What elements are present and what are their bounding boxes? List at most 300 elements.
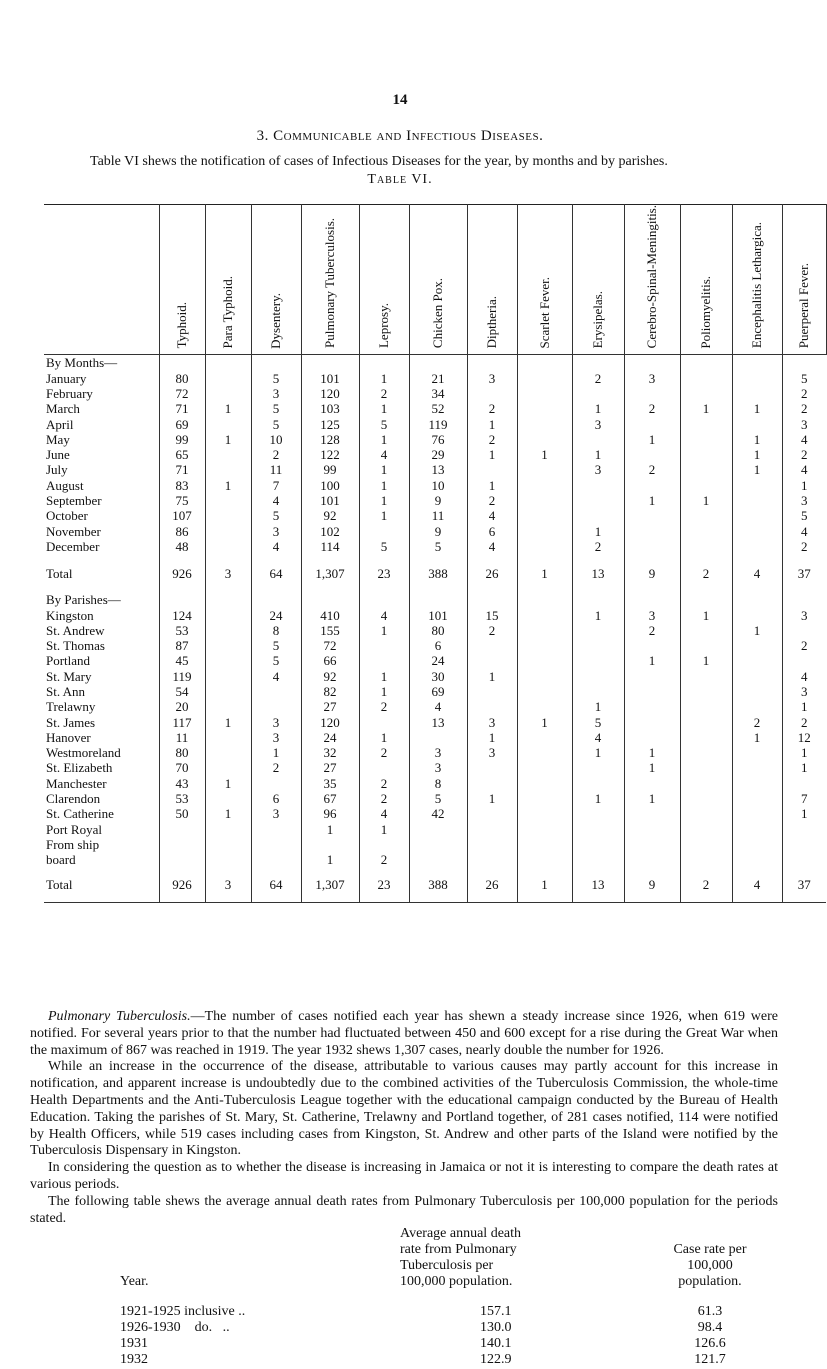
empty-cell: [359, 592, 409, 607]
table-cell: 5: [251, 371, 301, 386]
table-cell: [624, 386, 680, 401]
table-cell: 4: [782, 432, 826, 447]
table-cell: 48: [159, 539, 205, 554]
page-number: 14: [392, 92, 408, 108]
table-cell: 1: [732, 623, 782, 638]
row-label: St. Andrew: [46, 622, 105, 638]
row-label: Westmoreland: [46, 745, 121, 761]
table-cell: 2: [680, 554, 732, 592]
month-row: [44, 386, 826, 401]
table-cell: [159, 852, 205, 867]
table-cell: 4: [409, 699, 467, 714]
table-cell: [732, 837, 782, 852]
table-cell: 30: [409, 669, 467, 684]
table-cell: [732, 822, 782, 837]
table-cell: [251, 684, 301, 699]
table-cell: 3: [409, 760, 467, 775]
row-label: Portland: [46, 653, 91, 669]
para1-text: —The number of cases notified each year has shewn a steady increase since 1926, when 619 were notified. For several years prior to that the number had fluctuated between 450 and 600 except for a rise during the Great War when the maximum of 867 was reached in 1919. The year 1932 shews 1,307 cases, nearly double the number for 1926.: [30, 1009, 778, 1058]
table-cell: [409, 852, 467, 867]
parish-row: [44, 745, 826, 760]
table-cell: 71: [159, 401, 205, 416]
section-label: By Months—: [46, 355, 118, 371]
parish-row: [44, 837, 826, 852]
table-cell: 99: [159, 432, 205, 447]
table-cell: [572, 623, 624, 638]
table-cell: 1: [680, 653, 732, 668]
table-cell: 1: [517, 554, 572, 592]
table-cell: [680, 760, 732, 775]
table-cell: [680, 638, 732, 653]
table-cell: [572, 684, 624, 699]
column-header: [301, 205, 359, 355]
column-header-label: Para Typhoid.: [220, 275, 235, 349]
table-cell: 2: [467, 432, 517, 447]
table-cell: [517, 371, 572, 386]
table-cell: [517, 608, 572, 623]
table-cell: [205, 730, 251, 745]
table-cell: [517, 478, 572, 493]
row-label: Port Royal: [46, 821, 102, 837]
parish-row: [44, 623, 826, 638]
table-cell: 24: [301, 730, 359, 745]
avg-death-cell: 157.1: [480, 1304, 512, 1319]
table-cell: 8: [251, 623, 301, 638]
table-cell: 119: [159, 669, 205, 684]
table-cell: [572, 669, 624, 684]
column-header-label: Erysipelas.: [590, 290, 605, 349]
table-cell: [782, 653, 826, 668]
table-cell: [680, 462, 732, 477]
discussion-text: [30, 1009, 778, 1227]
avg-year-cell: 1931: [120, 1336, 148, 1351]
table-cell: [624, 539, 680, 554]
table-cell: [409, 730, 467, 745]
table-cell: [624, 806, 680, 821]
parish-row: [44, 791, 826, 806]
table-cell: [624, 776, 680, 791]
avg-year-cell: 1921-1925 inclusive ..: [120, 1304, 246, 1319]
table-cell: [680, 745, 732, 760]
table-cell: 3: [251, 715, 301, 730]
table-cell: 1: [467, 669, 517, 684]
table-cell: 3: [782, 417, 826, 432]
table-cell: [517, 684, 572, 699]
table-cell: [624, 508, 680, 523]
table-cell: 103: [301, 401, 359, 416]
table-cell: 42: [409, 806, 467, 821]
table-cell: 4: [467, 508, 517, 523]
table-cell: 26: [467, 554, 517, 592]
table-cell: 1: [467, 447, 517, 462]
empty-cell: [409, 592, 467, 607]
table-cell: 67: [301, 791, 359, 806]
table-cell: 3: [205, 868, 251, 903]
intro-text: Table VI shews the notification of cases of Infectious Diseases for the year, by months and by parishes.: [90, 154, 668, 169]
table-cell: 1: [782, 806, 826, 821]
table-cell: 1: [624, 432, 680, 447]
table-cell: 4: [251, 669, 301, 684]
table-cell: 5: [409, 539, 467, 554]
table-cell: 1: [359, 462, 409, 477]
table-cell: 5: [409, 791, 467, 806]
table-cell: [517, 837, 572, 852]
parish-row: [44, 653, 826, 668]
table-cell: 65: [159, 447, 205, 462]
table-cell: 2: [467, 401, 517, 416]
table-cell: [205, 745, 251, 760]
row-label: St. Ann: [46, 683, 86, 699]
table-cell: 107: [159, 508, 205, 523]
table-cell: 83: [159, 478, 205, 493]
row-label: June: [46, 447, 70, 463]
table-cell: 50: [159, 806, 205, 821]
table-cell: 120: [301, 715, 359, 730]
table-cell: 1: [467, 791, 517, 806]
column-header: [467, 205, 517, 355]
table-cell: 1: [572, 524, 624, 539]
avg-year-cell: 1932: [120, 1352, 148, 1367]
table-cell: 9: [409, 493, 467, 508]
parish-row: [44, 730, 826, 745]
table-cell: 4: [251, 539, 301, 554]
table-cell: [517, 508, 572, 523]
table-cell: 23: [359, 868, 409, 903]
table-cell: [409, 837, 467, 852]
table-cell: 114: [301, 539, 359, 554]
table-cell: 1: [301, 852, 359, 867]
death-rate-table: [120, 1226, 760, 1368]
table-cell: 1: [572, 608, 624, 623]
table-cell: 1: [517, 715, 572, 730]
table-cell: [205, 791, 251, 806]
table-cell: 26: [467, 868, 517, 903]
table-cell: [680, 684, 732, 699]
table-cell: 926: [159, 868, 205, 903]
table-cell: [517, 653, 572, 668]
table-cell: [159, 837, 205, 852]
table-cell: 5: [251, 638, 301, 653]
table-cell: [572, 806, 624, 821]
table-cell: [782, 776, 826, 791]
table-cell: [517, 852, 572, 867]
table-cell: 4: [359, 806, 409, 821]
table-cell: [467, 852, 517, 867]
table-cell: [205, 493, 251, 508]
table-cell: [517, 493, 572, 508]
table-cell: 80: [409, 623, 467, 638]
table-cell: [517, 822, 572, 837]
table-cell: 7: [251, 478, 301, 493]
case-header-line: population.: [678, 1274, 742, 1289]
header-row: [44, 205, 826, 355]
empty-cell: [467, 592, 517, 607]
table-cell: 1: [624, 760, 680, 775]
table-cell: 10: [409, 478, 467, 493]
table-cell: 1: [572, 447, 624, 462]
table-cell: [680, 371, 732, 386]
row-label: Hanover: [46, 729, 91, 745]
table-cell: [359, 638, 409, 653]
para2: While an increase in the occurrence of the disease, attributable to various causes may partly account for this increase in notification, and apparent increase is undoubtedly due to the combined activities of the Tuberculosis Commission, the whole-time Health Departments and the Anti-Tuberculosis League together with the educational campaign conducted by the Bureau of Health Education. Taking the parishes of St. Mary, St. Catherine, Trelawny and Portland together, of 281 cases notified, 114 were notified by Health Officers, while 519 cases including cases from Kingston, St. Andrew and other parts of the Island were notified by the Tuberculosis Dispensary in Kingston.: [30, 1059, 778, 1159]
table-cell: [624, 822, 680, 837]
table-cell: 2: [359, 776, 409, 791]
table-cell: [409, 822, 467, 837]
table-cell: [517, 745, 572, 760]
table-cell: 117: [159, 715, 205, 730]
empty-cell: [159, 592, 205, 607]
empty-cell: [732, 592, 782, 607]
empty-cell: [732, 355, 782, 371]
empty-cell: [517, 355, 572, 371]
table-cell: 5: [782, 508, 826, 523]
table-cell: [624, 730, 680, 745]
row-label: December: [46, 538, 100, 554]
table-cell: 3: [467, 715, 517, 730]
table-cell: 3: [624, 608, 680, 623]
column-header-label: Cerebro-Spinal-Meningitis.: [644, 205, 659, 349]
table-cell: [517, 401, 572, 416]
table-cell: 2: [732, 715, 782, 730]
table-cell: [301, 837, 359, 852]
table-cell: [251, 837, 301, 852]
column-header-label: Dysentery.: [268, 292, 283, 349]
table-cell: 37: [782, 554, 826, 592]
empty-cell: [680, 355, 732, 371]
parish-row: [44, 638, 826, 653]
row-label: August: [46, 477, 84, 493]
table-cell: 2: [359, 791, 409, 806]
table-cell: 54: [159, 684, 205, 699]
table-cell: [467, 822, 517, 837]
parish-row: [44, 684, 826, 699]
table-cell: [467, 462, 517, 477]
table-cell: 1: [624, 493, 680, 508]
avg-case-cell: 98.4: [697, 1320, 723, 1335]
table-cell: [732, 638, 782, 653]
table-cell: 1: [624, 745, 680, 760]
row-label: Kingston: [46, 607, 94, 623]
table-cell: 2: [782, 539, 826, 554]
column-header: [732, 205, 782, 355]
table-cell: 99: [301, 462, 359, 477]
notifications-table: [44, 204, 827, 903]
table-cell: 1: [572, 699, 624, 714]
table-cell: 2: [251, 760, 301, 775]
table-cell: 23: [359, 554, 409, 592]
para3: In considering the question as to whether the disease is increasing in Jamaica or not it is interesting to compare the death rates at various periods.: [30, 1160, 778, 1192]
total-row: [44, 554, 826, 592]
table-cell: 82: [301, 684, 359, 699]
avg-case-cell: 121.7: [694, 1352, 726, 1367]
table-cell: [624, 524, 680, 539]
empty-cell: [624, 592, 680, 607]
table-cell: 72: [301, 638, 359, 653]
table-cell: 4: [359, 447, 409, 462]
table-cell: 1: [572, 791, 624, 806]
row-label: May: [46, 431, 70, 447]
empty-cell: [205, 355, 251, 371]
table-cell: 2: [782, 386, 826, 401]
table-cell: 1: [680, 493, 732, 508]
parish-row: [44, 806, 826, 821]
month-row: [44, 462, 826, 477]
avg-death-cell: 140.1: [480, 1336, 512, 1351]
table-cell: 2: [624, 401, 680, 416]
table-cell: [732, 669, 782, 684]
table-cell: [680, 539, 732, 554]
table-cell: 1: [732, 462, 782, 477]
avg-year-header: Year.: [120, 1274, 149, 1289]
table-cell: [205, 852, 251, 867]
table-cell: 3: [624, 371, 680, 386]
table-cell: [732, 508, 782, 523]
column-header: [624, 205, 680, 355]
blank-header-cell: [44, 205, 159, 355]
table-cell: 122: [301, 447, 359, 462]
table-cell: 92: [301, 508, 359, 523]
parish-row: [44, 669, 826, 684]
table-cell: [732, 539, 782, 554]
table-cell: [467, 638, 517, 653]
row-label: St. James: [46, 714, 96, 730]
table-cell: 3: [251, 806, 301, 821]
table-cell: 2: [359, 699, 409, 714]
table-cell: [572, 653, 624, 668]
table-cell: [680, 623, 732, 638]
table-cell: [517, 760, 572, 775]
table-cell: 76: [409, 432, 467, 447]
table-cell: [517, 386, 572, 401]
table-cell: [205, 837, 251, 852]
table-cell: 1,307: [301, 554, 359, 592]
table-cell: 11: [251, 462, 301, 477]
table-cell: 1: [359, 623, 409, 638]
table-cell: [205, 669, 251, 684]
column-header: [205, 205, 251, 355]
column-header: [409, 205, 467, 355]
table-cell: 37: [782, 868, 826, 903]
table-cell: [572, 493, 624, 508]
table-cell: 1: [205, 432, 251, 447]
table-cell: 24: [409, 653, 467, 668]
table-cell: [624, 837, 680, 852]
table-cell: [205, 760, 251, 775]
table-cell: [732, 478, 782, 493]
table-cell: [251, 852, 301, 867]
table-cell: [467, 776, 517, 791]
empty-cell: [572, 355, 624, 371]
table-cell: [572, 852, 624, 867]
empty-cell: [782, 592, 826, 607]
table-cell: 21: [409, 371, 467, 386]
table-cell: 2: [467, 493, 517, 508]
table-cell: [159, 822, 205, 837]
table-cell: [680, 386, 732, 401]
column-header-label: Encephalitis Lethargica.: [749, 222, 764, 349]
empty-cell: [301, 355, 359, 371]
table-cell: 1: [624, 791, 680, 806]
table-cell: 1: [517, 868, 572, 903]
table-cell: 66: [301, 653, 359, 668]
table-cell: 1: [359, 478, 409, 493]
table-cell: 2: [680, 868, 732, 903]
month-row: [44, 432, 826, 447]
table-cell: 4: [359, 608, 409, 623]
table-cell: [680, 806, 732, 821]
table-cell: 64: [251, 868, 301, 903]
table-cell: 70: [159, 760, 205, 775]
table-cell: [517, 669, 572, 684]
table-cell: [205, 623, 251, 638]
table-cell: 64: [251, 554, 301, 592]
section-heading-row: [44, 355, 826, 371]
table-cell: 7: [782, 791, 826, 806]
table-cell: 1: [517, 447, 572, 462]
table-cell: 1: [205, 478, 251, 493]
table-cell: [732, 684, 782, 699]
table-cell: [624, 478, 680, 493]
empty-cell: [251, 592, 301, 607]
table-cell: 5: [251, 417, 301, 432]
table-cell: [517, 417, 572, 432]
table-cell: [517, 623, 572, 638]
table-cell: 6: [409, 638, 467, 653]
para1-title: Pulmonary Tuberculosis.: [48, 1009, 191, 1024]
table-cell: [732, 776, 782, 791]
section-label: By Parishes—: [46, 592, 121, 608]
column-header: [782, 205, 826, 355]
table-cell: [359, 715, 409, 730]
table-cell: 4: [572, 730, 624, 745]
table-cell: 9: [624, 554, 680, 592]
table-cell: [782, 852, 826, 867]
table-cell: [680, 699, 732, 714]
table-cell: 13: [409, 715, 467, 730]
table-cell: [517, 791, 572, 806]
empty-cell: [680, 592, 732, 607]
table-cell: 53: [159, 623, 205, 638]
avg-row: [120, 1320, 760, 1336]
table-cell: [205, 608, 251, 623]
table-cell: 3: [467, 371, 517, 386]
table-cell: 2: [572, 539, 624, 554]
table-cell: 3: [409, 745, 467, 760]
row-label: Total: [46, 565, 73, 581]
table-cell: 2: [782, 401, 826, 416]
table-cell: 4: [732, 868, 782, 903]
empty-cell: [359, 355, 409, 371]
table-cell: 100: [301, 478, 359, 493]
table-cell: [680, 730, 732, 745]
column-header-label: Chicken Pox.: [430, 278, 445, 349]
table-cell: 1: [205, 401, 251, 416]
table-cell: [205, 822, 251, 837]
table-cell: [782, 837, 826, 852]
row-label: St. Thomas: [46, 638, 105, 654]
empty-cell: [624, 355, 680, 371]
table-cell: 1: [732, 401, 782, 416]
section-heading: 3. Communicable and Infectious Diseases.: [256, 128, 544, 144]
table-cell: 13: [572, 554, 624, 592]
death-header-line: 100,000 population.: [400, 1274, 513, 1289]
table-cell: [205, 462, 251, 477]
table-cell: [732, 524, 782, 539]
column-header-label: Diptheria.: [484, 296, 499, 349]
avg-row: [120, 1304, 760, 1320]
table-cell: [572, 432, 624, 447]
table-cell: [359, 653, 409, 668]
